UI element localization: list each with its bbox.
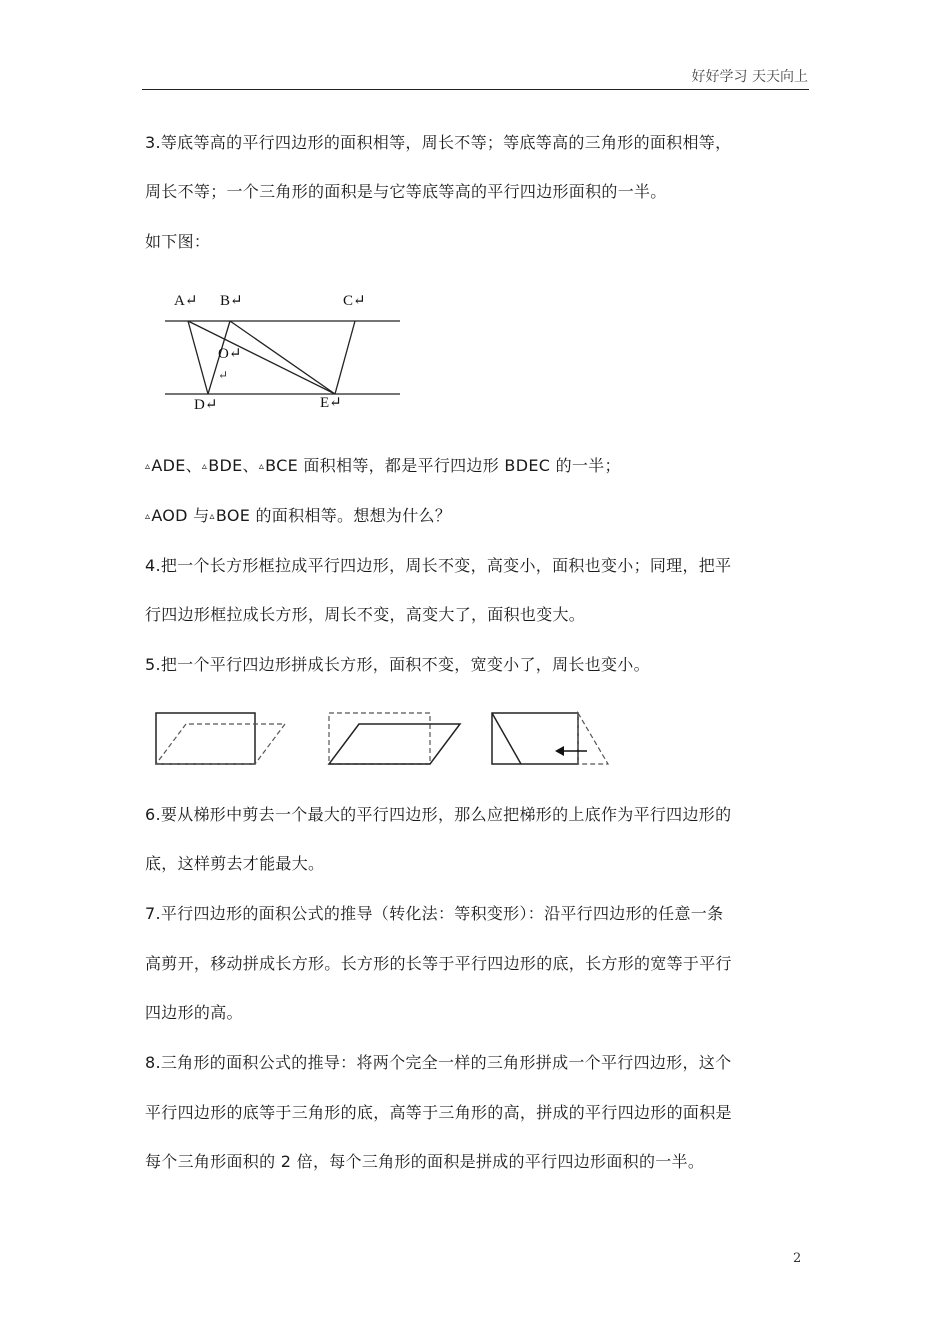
label-a: A↵	[174, 293, 198, 309]
paragraph-5: 5.把一个平行四边形拼成长方形，面积不变，宽变小了，周长也变小。	[145, 655, 650, 674]
paragraph-8-line-3: 每个三角形面积的 2 倍，每个三角形的面积是拼成的平行四边形面积的一半。	[145, 1152, 705, 1171]
paragraph-3-line-1: 3.等底等高的平行四边形的面积相等，周长不等；等底等高的三角形的面积相等，	[145, 133, 732, 152]
label-e: E↵	[320, 395, 342, 411]
paragraph-7-line-3: 四边形的高。	[145, 1003, 243, 1022]
header-motto: 好好学习 天天向上	[691, 69, 808, 85]
parallelogram-dashed-a	[156, 724, 285, 764]
page-number: 2	[793, 1251, 802, 1266]
paragraph-7-line-1: 7.平行四边形的面积公式的推导（转化法：等积变形）：沿平行四边形的任意一条	[145, 904, 724, 923]
label-o: O↵	[218, 346, 242, 362]
triangle-symbol: ▵	[258, 461, 265, 472]
paragraph-7-line-2: 高剪开，移动拼成长方形。长方形的长等于平行四边形的底，长方形的宽等于平行	[145, 954, 732, 973]
triangle-symbol: ▵	[201, 461, 208, 472]
header-rule	[142, 89, 809, 90]
figure-rectangle-parallelogram	[150, 706, 620, 774]
statement-equal-areas: ▵ADE、▵BDE、▵BCE 面积相等，都是平行四边形 BDEC 的一半；	[145, 456, 621, 475]
cut-line-c	[492, 713, 521, 764]
segment-ad	[188, 321, 208, 394]
rect-dashed-b	[329, 713, 430, 764]
label-c: C↵	[343, 293, 366, 309]
rect-solid-a	[156, 713, 255, 764]
paragraph-6-line-1: 6.要从梯形中剪去一个最大的平行四边形，那么应把梯形的上底作为平行四边形的	[145, 805, 732, 824]
segment-ae	[188, 321, 335, 394]
paragraph-4-line-1: 4.把一个长方形框拉成平行四边形，周长不变，高变小，面积也变小；同理，把平	[145, 556, 732, 575]
triangle-symbol: ▵	[145, 461, 151, 472]
moved-triangle-dashed-c	[578, 713, 608, 764]
segment-ce	[335, 321, 355, 394]
triangle-symbol: ▵	[209, 511, 215, 522]
label-b: B↵	[220, 293, 243, 309]
paragraph-6-line-2: 底，这样剪去才能最大。	[145, 854, 325, 873]
paragraph-8-line-1: 8.三角形的面积公式的推导：将两个完全一样的三角形拼成一个平行四边形，这个	[145, 1053, 732, 1072]
rect-solid-c	[492, 713, 578, 764]
paragraph-8-line-2: 平行四边形的底等于三角形的底，高等于三角形的高，拼成的平行四边形的面积是	[145, 1103, 732, 1122]
paragraph-4-line-2: 行四边形框拉成长方形，周长不变，高变大了，面积也变大。	[145, 605, 586, 624]
paragraph-3-line-2: 周长不等；一个三角形的面积是与它等底等高的平行四边形面积的一半。	[145, 182, 667, 201]
figure-intro: 如下图：	[145, 232, 211, 251]
segment-be	[230, 321, 335, 394]
label-o-mark: ↵	[218, 368, 229, 382]
arrow-head-icon	[555, 746, 564, 756]
label-d: D↵	[194, 397, 218, 413]
statement-aod-boe: ▵AOD 与▵BOE 的面积相等。想想为什么？	[145, 506, 452, 525]
triangle-symbol: ▵	[145, 511, 151, 522]
parallelogram-solid-b	[329, 724, 460, 764]
figure-parallel-lines-triangles	[160, 285, 410, 415]
